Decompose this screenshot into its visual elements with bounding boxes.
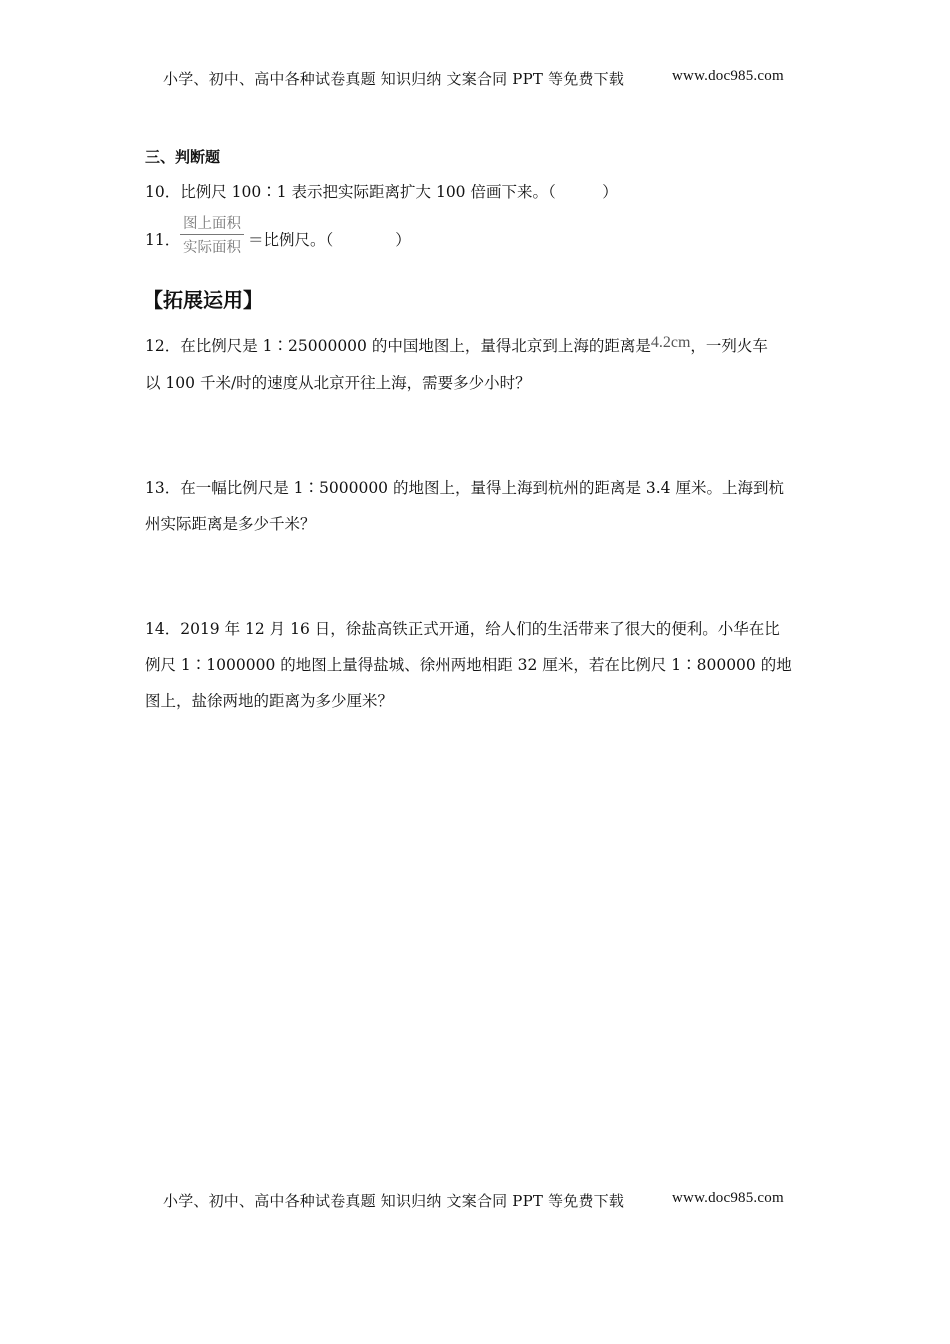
fraction-numerator: 图上面积 <box>183 216 241 232</box>
question-14-line-2: 例尺 1∶1000000 的地图上量得盐城、徐州两地相距 32 厘米，若在比例尺 1∶800000 的地 <box>145 656 792 674</box>
question-10: 10．比例尺 100∶1 表示把实际距离扩大 100 倍画下来。（ ） <box>145 183 618 201</box>
question-12 <box>145 328 810 401</box>
question-11-number: 11． <box>145 231 181 249</box>
distance-value: 4.2cm <box>650 334 691 351</box>
question-11-text: ＝比例尺。（ ） <box>248 231 411 249</box>
footer-text: 小学、初中、高中各种试卷真题 知识归纳 文案合同 PPT 等免费下载 <box>163 1192 625 1210</box>
question-13-line-1: 13．在一幅比例尺是 1∶5000000 的地图上，量得上海到杭州的距离是 3.4 厘米。上海到杭 <box>145 479 784 497</box>
question-14-line-1: 14．2019 年 12 月 16 日，徐盐高铁正式开通，给人们的生活带来了很大的便利。小华在比 <box>145 620 780 638</box>
question-12-text-a: 12．在比例尺是 1∶25000000 的中国地图上，量得北京到上海的距离是 <box>145 337 651 355</box>
question-14-line-3: 图上，盐徐两地的距离为多少厘米？ <box>145 692 394 710</box>
fraction <box>180 212 244 257</box>
section-title-judgment: 三、判断题 <box>145 148 221 166</box>
question-13 <box>145 470 810 542</box>
question-13-line-2: 州实际距离是多少千米？ <box>145 515 316 533</box>
section-title-extension: 【拓展运用】 <box>143 288 263 312</box>
footer-url[interactable]: www.doc985.com <box>672 1190 784 1206</box>
header-text: 小学、初中、高中各种试卷真题 知识归纳 文案合同 PPT 等免费下载 <box>163 70 625 88</box>
question-12-line-1 <box>145 328 810 365</box>
fraction-denominator: 实际面积 <box>183 240 241 256</box>
question-12-text-b: ，一列火车 <box>690 337 768 355</box>
header-url[interactable]: www.doc985.com <box>672 68 784 84</box>
question-14 <box>145 611 810 719</box>
question-12-line-2: 以 100 千米/时的速度从北京开往上海，需要多少小时？ <box>145 374 531 392</box>
